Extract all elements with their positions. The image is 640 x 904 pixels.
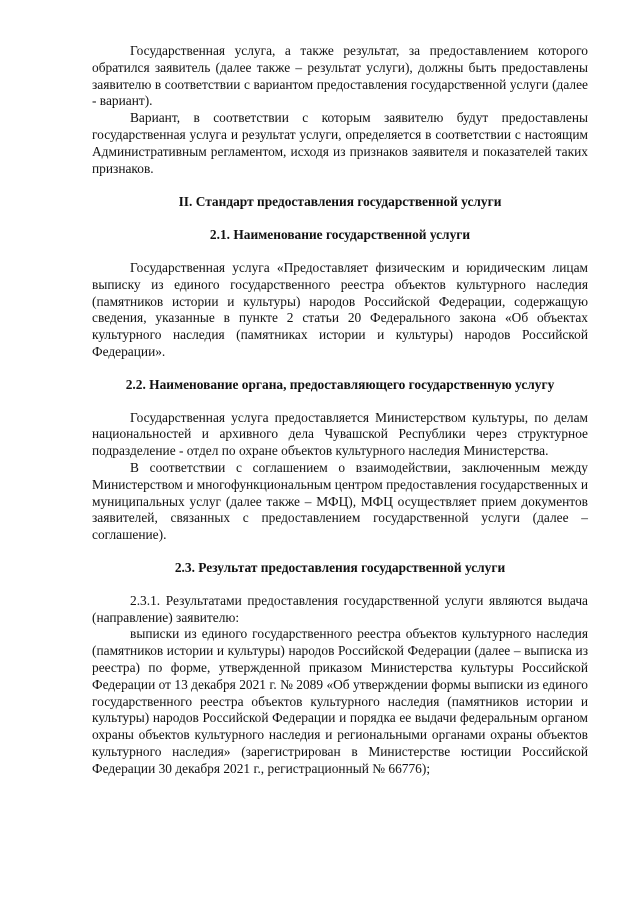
section-2-2-title: 2.2. Наименование органа, предоставляющего государственную услугу bbox=[125, 376, 555, 392]
section-2-3-paragraph-2: выписки из единого государственного реестра объектов культурного наследия (памятников истории и культуры) народов Российской Федерации (далее – выписка из реестра) по форме, утвержденной приказом Министерства культуры Российской Федерации от 13 декабря 2021 г. № 2089 «Об утверждении формы выписки из единого государственного реестра объектов культурного наследия (памятников истории и культуры) народов Российской Федерации и порядка ее выдачи федеральным органом охраны объектов культурного наследия и региональными органами охраны объектов культурного наследия» (зарегистрирован в Министерстве юстиции Российской Федерации 30 декабря 2021 г., регистрационный № 66776); bbox=[92, 626, 588, 776]
section-2-1-paragraph-1: Государственная услуга «Предоставляет физическим и юридическим лицам выписку из единого государственного реестра объектов культурного наследия (памятников истории и культуры) народов Российской Федерации, содержащую сведения, указанные в пункте 2 статьи 20 Федерального закона «Об объектах культурного наследия (памятниках истории и культуры) народов Российской Федерации». bbox=[92, 259, 588, 359]
section-2-2-paragraph-2: В соответствии с соглашением о взаимодействии, заключенным между Министерством и многофункциональным центром предоставления государственных и муниципальных услуг (далее также – МФЦ), МФЦ осуществляет прием документов заявителей, связанных с предоставлением государственной услуги (далее – соглашение). bbox=[92, 459, 588, 543]
section-2-1-title: 2.1. Наименование государственной услуги bbox=[209, 227, 471, 243]
section-2-title: II. Стандарт предоставления государственной услуги bbox=[178, 194, 502, 210]
section-2-3-paragraph-1: 2.3.1. Результатами предоставления государственной услуги являются выдача (направление) заявителю: bbox=[92, 592, 588, 625]
intro-paragraph-1: Государственная услуга, а также результат, за предоставлением которого обратился заявитель (далее также – результат услуги), должны быть предоставлены заявителю в соответствии с вариантом предоставления государственной услуги (далее - вариант). bbox=[92, 43, 588, 109]
section-2-3-title: 2.3. Результат предоставления государственной услуги bbox=[174, 559, 506, 575]
intro-paragraph-2: Вариант, в соответствии с которым заявителю будут предоставлены государственная услуга и результат услуги, определяется в соответствии с настоящим Административным регламентом, исходя из признаков заявителя и показателей таких признаков. bbox=[92, 110, 588, 176]
section-2-2-paragraph-1: Государственная услуга предоставляется Министерством культуры, по делам национальностей и архивного дела Чувашской Республики через структурное подразделение - отдел по охране объектов культурного наследия Министерства. bbox=[92, 409, 588, 459]
